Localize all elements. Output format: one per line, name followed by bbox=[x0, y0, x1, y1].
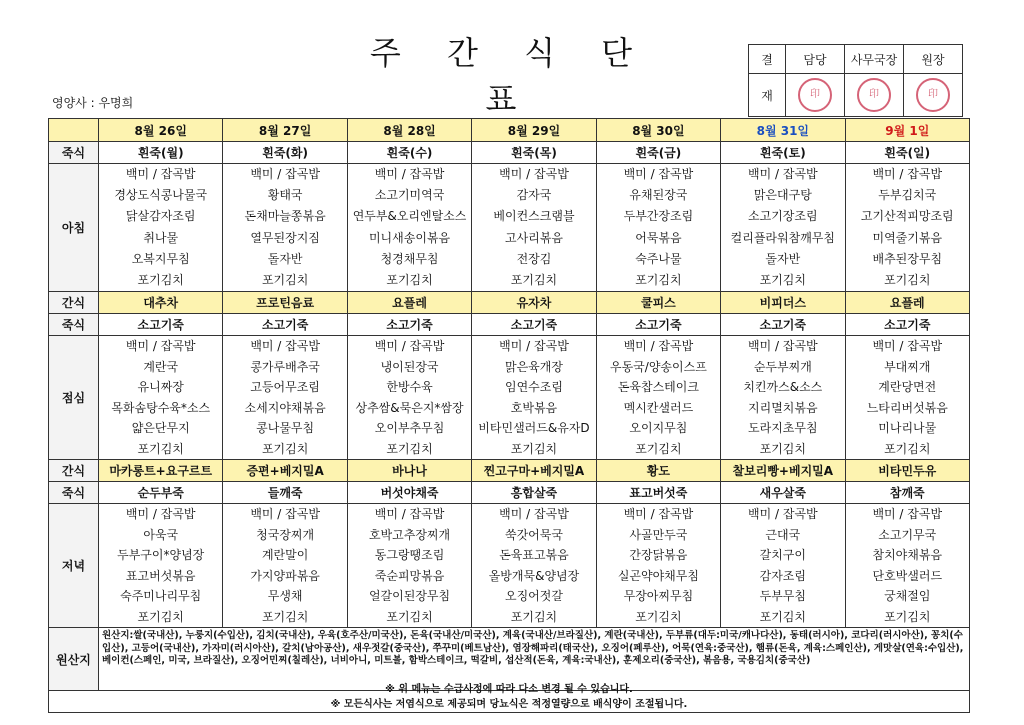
menu-item: 쑥갓어묵국 bbox=[504, 527, 563, 542]
menu-item: 감자조림 bbox=[759, 568, 806, 583]
menu-item: 백미 / 잡곡밥 bbox=[374, 167, 445, 181]
menu-cell bbox=[347, 504, 471, 628]
menu-cell: 소고기죽 bbox=[347, 314, 471, 336]
row-label: 저녁 bbox=[49, 504, 99, 628]
row-label: 죽식 bbox=[49, 482, 99, 504]
date-header-sunday: 9월 1일 bbox=[845, 119, 969, 142]
menu-item: 유니짜장 bbox=[137, 380, 184, 395]
menu-item: 유채된장국 bbox=[629, 188, 688, 203]
menu-item: 오징어젓갈 bbox=[504, 589, 563, 604]
seal-stamp-icon: 印 bbox=[857, 78, 891, 112]
date-row bbox=[49, 119, 970, 142]
menu-item: 포기김치 bbox=[137, 609, 184, 624]
approval-stamp-director bbox=[845, 74, 904, 117]
menu-item: 돈육찹스테이크 bbox=[617, 380, 699, 395]
menu-item: 돌자반 bbox=[267, 251, 303, 266]
menu-cell: 소고기죽 bbox=[845, 314, 969, 336]
menu-item: 백미 / 잡곡밥 bbox=[623, 339, 694, 354]
menu-cell bbox=[845, 504, 969, 628]
menu-item: 청경채무침 bbox=[380, 251, 439, 266]
menu-item: 포기김치 bbox=[884, 441, 931, 456]
menu-item: 포기김치 bbox=[884, 272, 931, 287]
menu-item: 포기김치 bbox=[884, 609, 931, 624]
menu-item: 사골만두국 bbox=[629, 527, 688, 542]
menu-item: 컬리플라워참깨무침 bbox=[730, 230, 835, 245]
menu-item: 배추된장무침 bbox=[872, 251, 943, 266]
menu-item: 포기김치 bbox=[759, 441, 806, 456]
row-label: 원산지 bbox=[49, 628, 99, 691]
approval-label-bottom: 재 bbox=[749, 74, 786, 117]
date-header: 8월 27일 bbox=[223, 119, 347, 142]
menu-item: 포기김치 bbox=[759, 609, 806, 624]
menu-cell: 요플레 bbox=[347, 292, 471, 314]
menu-item: 치킨까스&소스 bbox=[743, 380, 823, 395]
menu-item: 백미 / 잡곡밥 bbox=[250, 339, 320, 354]
page-title: 주 간 식 단 표 bbox=[369, 34, 651, 118]
menu-item: 포기김치 bbox=[759, 272, 806, 287]
menu-item: 포기김치 bbox=[510, 441, 558, 456]
menu-item: 백미 / 잡곡밥 bbox=[748, 507, 818, 522]
menu-cell: 흰죽(목) bbox=[472, 142, 596, 164]
menu-cell: 찐고구마+베지밀A bbox=[472, 460, 596, 482]
menu-cell bbox=[845, 164, 969, 292]
row-label: 간식 bbox=[49, 292, 99, 314]
menu-cell: 소고기죽 bbox=[99, 314, 223, 336]
menu-item: 고등어무조림 bbox=[250, 380, 320, 395]
menu-cell bbox=[596, 164, 720, 292]
menu-item: 돈육표고볶음 bbox=[499, 548, 569, 563]
seal-stamp-icon: 印 bbox=[798, 78, 832, 112]
menu-cell: 유자차 bbox=[472, 292, 596, 314]
menu-cell: 새우살죽 bbox=[721, 482, 845, 504]
menu-cell: 흰죽(월) bbox=[99, 142, 223, 164]
menu-item: 돌자반 bbox=[765, 251, 801, 266]
menu-cell: 황도 bbox=[596, 460, 720, 482]
row-label: 아침 bbox=[49, 164, 99, 292]
menu-item: 감자국 bbox=[516, 188, 552, 203]
menu-item: 포기김치 bbox=[510, 609, 558, 624]
menu-item: 백미 / 잡곡밥 bbox=[623, 167, 694, 181]
menu-cell bbox=[472, 164, 596, 292]
menu-item: 참치야채볶음 bbox=[872, 548, 943, 563]
menu-item: 백미 / 잡곡밥 bbox=[748, 339, 818, 354]
menu-item: 어묵볶음 bbox=[635, 230, 682, 245]
menu-cell bbox=[347, 336, 471, 460]
menu-item: 아욱국 bbox=[143, 527, 179, 542]
menu-item: 동그랑땡조림 bbox=[374, 548, 445, 563]
menu-item: 갈치구이 bbox=[759, 548, 806, 563]
menu-item: 맑은육개장 bbox=[504, 359, 563, 374]
menu-cell: 비타민두유 bbox=[845, 460, 969, 482]
menu-item: 포기김치 bbox=[510, 272, 558, 287]
menu-item: 포기김치 bbox=[635, 272, 682, 287]
menu-item: 숙주나물 bbox=[635, 251, 682, 266]
menu-item: 백미 / 잡곡밥 bbox=[250, 507, 320, 522]
menu-item: 백미 / 잡곡밥 bbox=[374, 339, 445, 354]
menu-item: 상추쌈&묵은지*쌈장 bbox=[355, 400, 464, 415]
menu-cell: 흰죽(일) bbox=[845, 142, 969, 164]
menu-cell: 마카롱트+요구르트 bbox=[99, 460, 223, 482]
menu-item: 백미 / 잡곡밥 bbox=[748, 167, 818, 181]
menu-cell bbox=[99, 504, 223, 628]
menu-cell: 들깨죽 bbox=[223, 482, 347, 504]
menu-item: 포기김치 bbox=[261, 609, 309, 624]
menu-cell bbox=[472, 504, 596, 628]
menu-cell bbox=[223, 504, 347, 628]
approval-stamp-staff bbox=[786, 74, 845, 117]
footnote-box bbox=[48, 682, 970, 713]
menu-item: 백미 / 잡곡밥 bbox=[872, 507, 943, 522]
menu-item: 두부김치국 bbox=[878, 188, 937, 203]
menu-cell bbox=[845, 336, 969, 460]
menu-cell: 대추차 bbox=[99, 292, 223, 314]
menu-item: 단호박샐러드 bbox=[872, 568, 943, 583]
date-header: 8월 26일 bbox=[99, 119, 223, 142]
approval-stamp-chief bbox=[904, 74, 963, 117]
menu-item: 목화솜탕수육*소스 bbox=[111, 400, 211, 415]
menu-item: 미나리나물 bbox=[878, 421, 937, 436]
menu-item: 느타리버섯볶음 bbox=[866, 400, 948, 415]
menu-item: 경상도식콩나물국 bbox=[114, 188, 208, 203]
approval-header-chief: 원장 bbox=[904, 45, 963, 74]
menu-item: 호박볶음 bbox=[510, 400, 558, 415]
menu-cell: 소고기죽 bbox=[596, 314, 720, 336]
menu-cell: 소고기죽 bbox=[223, 314, 347, 336]
breakfast-porridge-row bbox=[49, 142, 970, 164]
snack2-row bbox=[49, 460, 970, 482]
menu-cell: 소고기죽 bbox=[472, 314, 596, 336]
menu-item: 콩나물무침 bbox=[256, 421, 315, 436]
menu-item: 한방수육 bbox=[386, 380, 433, 395]
dinner-row bbox=[49, 504, 970, 628]
origin-text: 원산지:쌀(국내산), 누룽지(수입산), 김치(국내산), 우육(호주산/미국산), 돈육(국내산/미국산), 계육(국내산/브라질산), 계란(국내산), 두부류(대두:미국/캐나다산), 동태(러시아), 코다리(러시아산), 꽁치(수입산), 고등어(국내산), 가자미(러시아산), 갈치(남아공산), 새우젓갈(중국산), 쭈꾸미(베트남산), 염장해파리(태국산), 오징어(페루산), 어묵(연육:중국산), 햄류(돈육, 계육:스페인산), 게맛살(연육:수입산), 베이컨(스페인, 미국, 브라질산), 오징어민찌(칠레산), 너비아니, 미트볼, 함박스테이크, 떡갈비, 섭산적(돈육, 계육:국내산), 훈제오리(중국산), 볶음용, 국용김치(중국산) bbox=[99, 628, 970, 691]
menu-item: 백미 / 잡곡밥 bbox=[872, 339, 943, 354]
menu-item: 백미 / 잡곡밥 bbox=[125, 339, 196, 354]
menu-item: 소고기장조림 bbox=[748, 209, 818, 224]
menu-cell: 비피더스 bbox=[721, 292, 845, 314]
menu-item: 백미 / 잡곡밥 bbox=[125, 507, 196, 522]
seal-stamp-icon: 印 bbox=[916, 78, 950, 112]
menu-cell: 바나나 bbox=[347, 460, 471, 482]
menu-item: 포기김치 bbox=[137, 272, 184, 287]
menu-item: 숙주미나리무침 bbox=[120, 589, 202, 604]
row-label: 간식 bbox=[49, 460, 99, 482]
menu-item: 연두부&오리엔탈소스 bbox=[352, 209, 467, 224]
menu-item: 포기김치 bbox=[635, 441, 682, 456]
menu-item: 얇은단무지 bbox=[131, 421, 190, 436]
menu-item: 백미 / 잡곡밥 bbox=[872, 167, 943, 181]
menu-cell bbox=[99, 164, 223, 292]
menu-item: 청국장찌개 bbox=[256, 527, 315, 542]
menu-item: 계란말이 bbox=[261, 548, 309, 563]
lunch-row bbox=[49, 336, 970, 460]
menu-cell: 쿨피스 bbox=[596, 292, 720, 314]
approval-box bbox=[748, 44, 963, 117]
menu-cell: 표고버섯죽 bbox=[596, 482, 720, 504]
menu-cell: 흰죽(화) bbox=[223, 142, 347, 164]
menu-item: 소고기무국 bbox=[878, 527, 937, 542]
menu-item: 근대국 bbox=[765, 527, 801, 542]
menu-cell bbox=[99, 336, 223, 460]
menu-item: 부대찌개 bbox=[884, 359, 931, 374]
menu-cell bbox=[596, 336, 720, 460]
menu-cell bbox=[721, 164, 845, 292]
menu-cell bbox=[721, 504, 845, 628]
menu-cell: 소고기죽 bbox=[721, 314, 845, 336]
menu-cell: 요플레 bbox=[845, 292, 969, 314]
date-header-saturday: 8월 31일 bbox=[721, 119, 845, 142]
menu-item: 소세지야채볶음 bbox=[244, 400, 326, 415]
menu-item: 백미 / 잡곡밥 bbox=[623, 507, 694, 522]
menu-item: 맑은대구탕 bbox=[753, 188, 812, 203]
menu-item: 호박고추장찌개 bbox=[368, 527, 451, 542]
menu-item: 포기김치 bbox=[386, 272, 433, 287]
menu-item: 지리멸치볶음 bbox=[748, 400, 818, 415]
date-header: 8월 28일 bbox=[347, 119, 471, 142]
menu-item: 포기김치 bbox=[261, 441, 309, 456]
menu-item: 전장김 bbox=[516, 251, 552, 266]
menu-item: 도라지초무침 bbox=[748, 421, 818, 436]
menu-item: 궁채절임 bbox=[884, 589, 931, 604]
approval-header-director: 사무국장 bbox=[845, 45, 904, 74]
row-label: 죽식 bbox=[49, 142, 99, 164]
nutritionist-label: 영양사 : 우명희 bbox=[52, 96, 134, 110]
menu-item: 무장아찌무침 bbox=[623, 589, 694, 604]
menu-item: 소고기미역국 bbox=[374, 188, 445, 203]
menu-item: 콩가루배추국 bbox=[250, 359, 320, 374]
menu-item: 취나물 bbox=[143, 230, 179, 245]
menu-item: 비타민샐러드&유자D bbox=[478, 421, 590, 436]
menu-item: 가지양파볶음 bbox=[250, 568, 320, 583]
menu-item: 닭살감자조림 bbox=[125, 209, 196, 224]
dinner-porridge-row bbox=[49, 482, 970, 504]
menu-item: 백미 / 잡곡밥 bbox=[125, 167, 196, 181]
menu-cell bbox=[223, 164, 347, 292]
menu-cell: 순두부죽 bbox=[99, 482, 223, 504]
approval-header-staff: 담당 bbox=[786, 45, 845, 74]
menu-item: 오이부추무침 bbox=[374, 421, 445, 436]
menu-item: 고기산적피망조림 bbox=[860, 209, 954, 224]
menu-item: 계란국 bbox=[143, 359, 179, 374]
menu-item: 두부간장조림 bbox=[623, 209, 694, 224]
corner-cell bbox=[49, 119, 99, 142]
date-header: 8월 30일 bbox=[596, 119, 720, 142]
menu-item: 얼갈이된장무침 bbox=[368, 589, 451, 604]
menu-cell: 흰죽(토) bbox=[721, 142, 845, 164]
row-label: 점심 bbox=[49, 336, 99, 460]
menu-cell: 증편+베지밀A bbox=[223, 460, 347, 482]
menu-cell: 찰보리빵+베지밀A bbox=[721, 460, 845, 482]
menu-item: 미역줄기볶음 bbox=[872, 230, 943, 245]
menu-cell: 프로틴음료 bbox=[223, 292, 347, 314]
lunch-porridge-row bbox=[49, 314, 970, 336]
menu-item: 순두부찌개 bbox=[753, 359, 812, 374]
menu-item: 두부무침 bbox=[759, 589, 806, 604]
menu-item: 백미 / 잡곡밥 bbox=[499, 339, 569, 354]
menu-item: 간장닭볶음 bbox=[629, 548, 688, 563]
breakfast-row bbox=[49, 164, 970, 292]
footnote-line: ※ 모든식사는 저염식으로 제공되며 당뇨식은 적정열량으로 배식양이 조절됩니다. bbox=[330, 699, 688, 710]
menu-item: 두부구이*양념장 bbox=[117, 548, 205, 563]
menu-item: 올방개묵&양념장 bbox=[488, 568, 580, 583]
menu-cell bbox=[223, 336, 347, 460]
menu-item: 백미 / 잡곡밥 bbox=[250, 167, 320, 181]
menu-item: 열무된장지짐 bbox=[250, 230, 320, 245]
menu-item: 계란당면전 bbox=[878, 380, 937, 395]
menu-cell: 버섯야채죽 bbox=[347, 482, 471, 504]
menu-item: 오복지무침 bbox=[131, 251, 190, 266]
menu-item: 백미 / 잡곡밥 bbox=[499, 167, 569, 181]
menu-item: 고사리볶음 bbox=[504, 230, 563, 245]
menu-cell bbox=[721, 336, 845, 460]
menu-cell: 흥합살죽 bbox=[472, 482, 596, 504]
footnote-line: ※ 위 메뉴는 수급사정에 따라 다소 변경 될 수 있습니다. bbox=[385, 684, 633, 695]
menu-item: 멕시칸샐러드 bbox=[623, 400, 694, 415]
menu-item: 포기김치 bbox=[635, 609, 682, 624]
menu-cell: 흰죽(금) bbox=[596, 142, 720, 164]
menu-item: 우동국/양송이스프 bbox=[610, 359, 707, 374]
menu-item: 백미 / 잡곡밥 bbox=[374, 507, 445, 522]
menu-item: 미니새송이볶음 bbox=[368, 230, 451, 245]
menu-item: 돈채마늘쫑볶음 bbox=[244, 209, 326, 224]
menu-cell bbox=[347, 164, 471, 292]
date-header: 8월 29일 bbox=[472, 119, 596, 142]
menu-item: 임연수조림 bbox=[504, 380, 563, 395]
weekly-menu-table bbox=[48, 118, 970, 691]
menu-item: 포기김치 bbox=[261, 272, 309, 287]
menu-item: 포기김치 bbox=[137, 441, 184, 456]
menu-cell bbox=[596, 504, 720, 628]
menu-item: 백미 / 잡곡밥 bbox=[499, 507, 569, 522]
menu-cell: 참깨죽 bbox=[845, 482, 969, 504]
snack-row bbox=[49, 292, 970, 314]
menu-item: 죽순피망볶음 bbox=[374, 568, 445, 583]
menu-cell bbox=[472, 336, 596, 460]
menu-item: 표고버섯볶음 bbox=[125, 568, 196, 583]
menu-item: 베이컨스크램블 bbox=[493, 209, 575, 224]
menu-cell: 흰죽(수) bbox=[347, 142, 471, 164]
menu-item: 오이지무침 bbox=[629, 421, 688, 436]
menu-item: 냉이된장국 bbox=[380, 359, 439, 374]
row-label: 죽식 bbox=[49, 314, 99, 336]
menu-item: 포기김치 bbox=[386, 441, 433, 456]
menu-item: 포기김치 bbox=[386, 609, 433, 624]
menu-item: 황태국 bbox=[267, 188, 303, 203]
approval-label-top: 결 bbox=[749, 45, 786, 74]
menu-item: 무생채 bbox=[267, 589, 303, 604]
menu-item: 실곤약야채무침 bbox=[617, 568, 699, 583]
